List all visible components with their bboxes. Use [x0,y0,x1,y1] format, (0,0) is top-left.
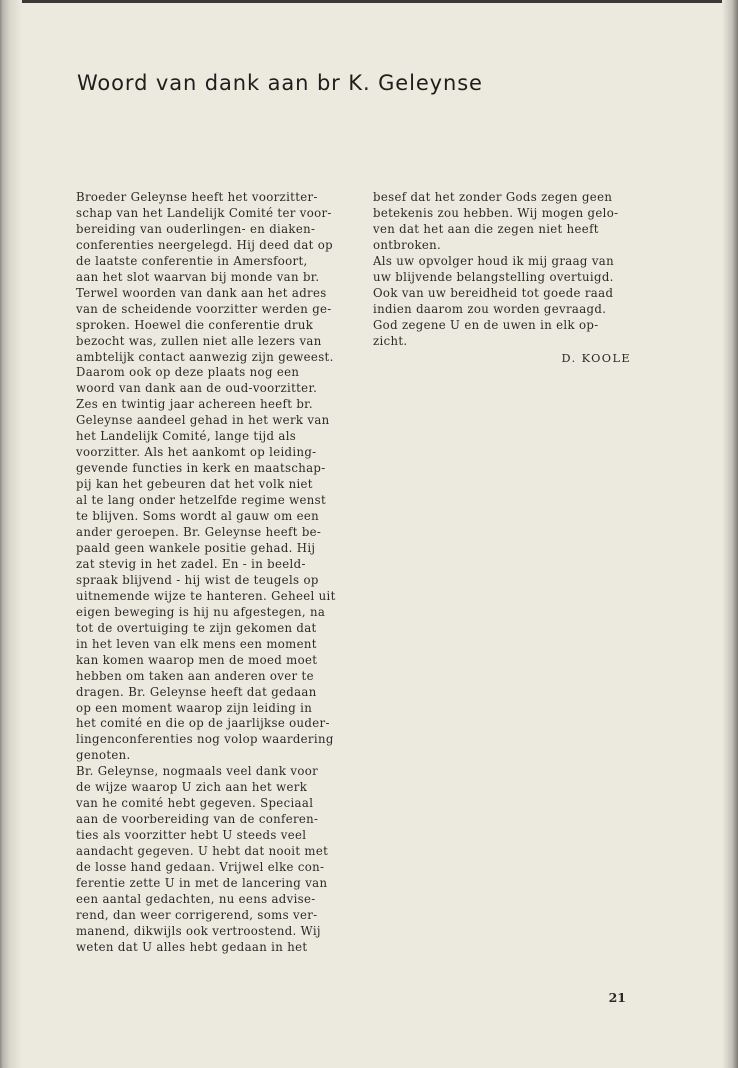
text-line: het comité en die op de jaarlijkse ouder- [76,716,330,731]
text-line: Terwel woorden van dank aan het adres [76,285,327,300]
text-line: ontbroken. [373,237,442,252]
text-line: aan de voorbereiding van de conferen- [76,812,319,827]
text-line: het Landelijk Comité, lange tijd als [76,429,297,444]
text-line: een aantal gedachten, nu eens advise- [76,891,316,906]
article-column-left [76,190,336,956]
text-line: besef dat het zonder Gods zegen geen [373,190,613,204]
text-line: lingenconferenties nog volop waardering [76,732,334,747]
text-line: Geleynse aandeel gehad in het werk van [76,413,330,428]
article-title: Woord van dank aan br K. Geleynse [77,71,483,95]
text-line: tot de overtuiging te zijn gekomen dat [76,620,317,635]
text-line: van he comité hebt gegeven. Speciaal [76,796,314,811]
author-signature: D. KOOLE [561,352,631,365]
text-line: hebben om taken aan anderen over te [76,668,314,683]
article-column-right [373,190,631,350]
text-line: de wijze waarop U zich aan het werk [76,780,308,795]
text-line: dragen. Br. Geleynse heeft dat gedaan [76,684,317,699]
text-line: spraak blijvend - hij wist de teugels op [76,572,319,587]
text-line: Zes en twintig jaar achereen heeft br. [76,397,313,412]
text-line: uitnemende wijze te hanteren. Geheel uit [76,588,336,603]
text-line: Ook van uw bereidheid tot goede raad [373,285,614,300]
text-line: de losse hand gedaan. Vrijwel elke con- [76,860,325,875]
text-line: te blijven. Soms wordt al gauw om een [76,509,320,524]
text-line: sproken. Hoewel die conferentie druk [76,317,314,332]
text-line: aandacht gegeven. U hebt dat nooit met [76,844,329,859]
text-line: ambtelijk contact aanwezig zijn geweest. [76,349,334,364]
text-line: bezocht was, zullen niet alle lezers van [76,333,322,348]
text-line: betekenis zou hebben. Wij mogen gelo- [373,205,619,220]
text-line: voorzitter. Als het aankomt op leiding- [76,445,317,460]
text-line: ven dat het aan die zegen niet heeft [373,221,599,236]
text-line: aan het slot waarvan bij monde van br. [76,269,320,284]
text-line: indien daarom zou worden gevraagd. [373,301,607,316]
text-line: ties als voorzitter hebt U steeds veel [76,828,307,843]
text-line: Broeder Geleynse heeft het voorzitter- [76,190,318,204]
page-binding-edge [0,0,22,1068]
text-line: paald geen wankele positie gehad. Hij [76,540,316,555]
text-line: manend, dikwijls ook vertroostend. Wij [76,923,321,938]
text-line: bereiding van ouderlingen- en diaken- [76,221,316,236]
text-line: zicht. [373,333,408,348]
text-line: al te lang onder hetzelfde regime wenst [76,493,327,508]
page-top-edge [0,0,738,3]
text-line: Daarom ook op deze plaats nog een [76,365,300,380]
text-line: pij kan het gebeuren dat het volk niet [76,477,313,492]
text-line: van de scheidende voorzitter werden ge- [76,301,332,316]
text-line: de laatste conferentie in Amersfoort, [76,253,308,268]
text-line: genoten. [76,748,131,763]
text-line: rend, dan weer corrigerend, soms ver- [76,907,318,922]
text-line: conferenties neergelegd. Hij deed dat op [76,237,334,252]
text-line: God zegene U en de uwen in elk op- [373,317,599,332]
text-line: woord van dank aan de oud-voorzitter. [76,381,318,396]
text-line: gevende functies in kerk en maatschap- [76,461,326,476]
text-line: weten dat U alles hebt gedaan in het [76,939,308,954]
page-right-edge [722,0,738,1068]
text-line: ander geroepen. Br. Geleynse heeft be- [76,525,322,540]
text-line: zat stevig in het zadel. En - in beeld- [76,556,306,571]
text-line: op een moment waarop zijn leiding in [76,700,313,715]
text-line: in het leven van elk mens een moment [76,636,317,651]
text-line: eigen beweging is hij nu afgestegen, na [76,604,326,619]
text-line: uw blijvende belangstelling overtuigd. [373,269,614,284]
text-line: kan komen waarop men de moed moet [76,652,318,667]
page-number: 21 [608,990,626,1005]
text-line: ferentie zette U in met de lancering van [76,875,328,890]
text-line: Als uw opvolger houd ik mij graag van [373,253,614,268]
text-line: schap van het Landelijk Comité ter voor- [76,205,332,220]
text-line: Br. Geleynse, nogmaals veel dank voor [76,764,319,779]
